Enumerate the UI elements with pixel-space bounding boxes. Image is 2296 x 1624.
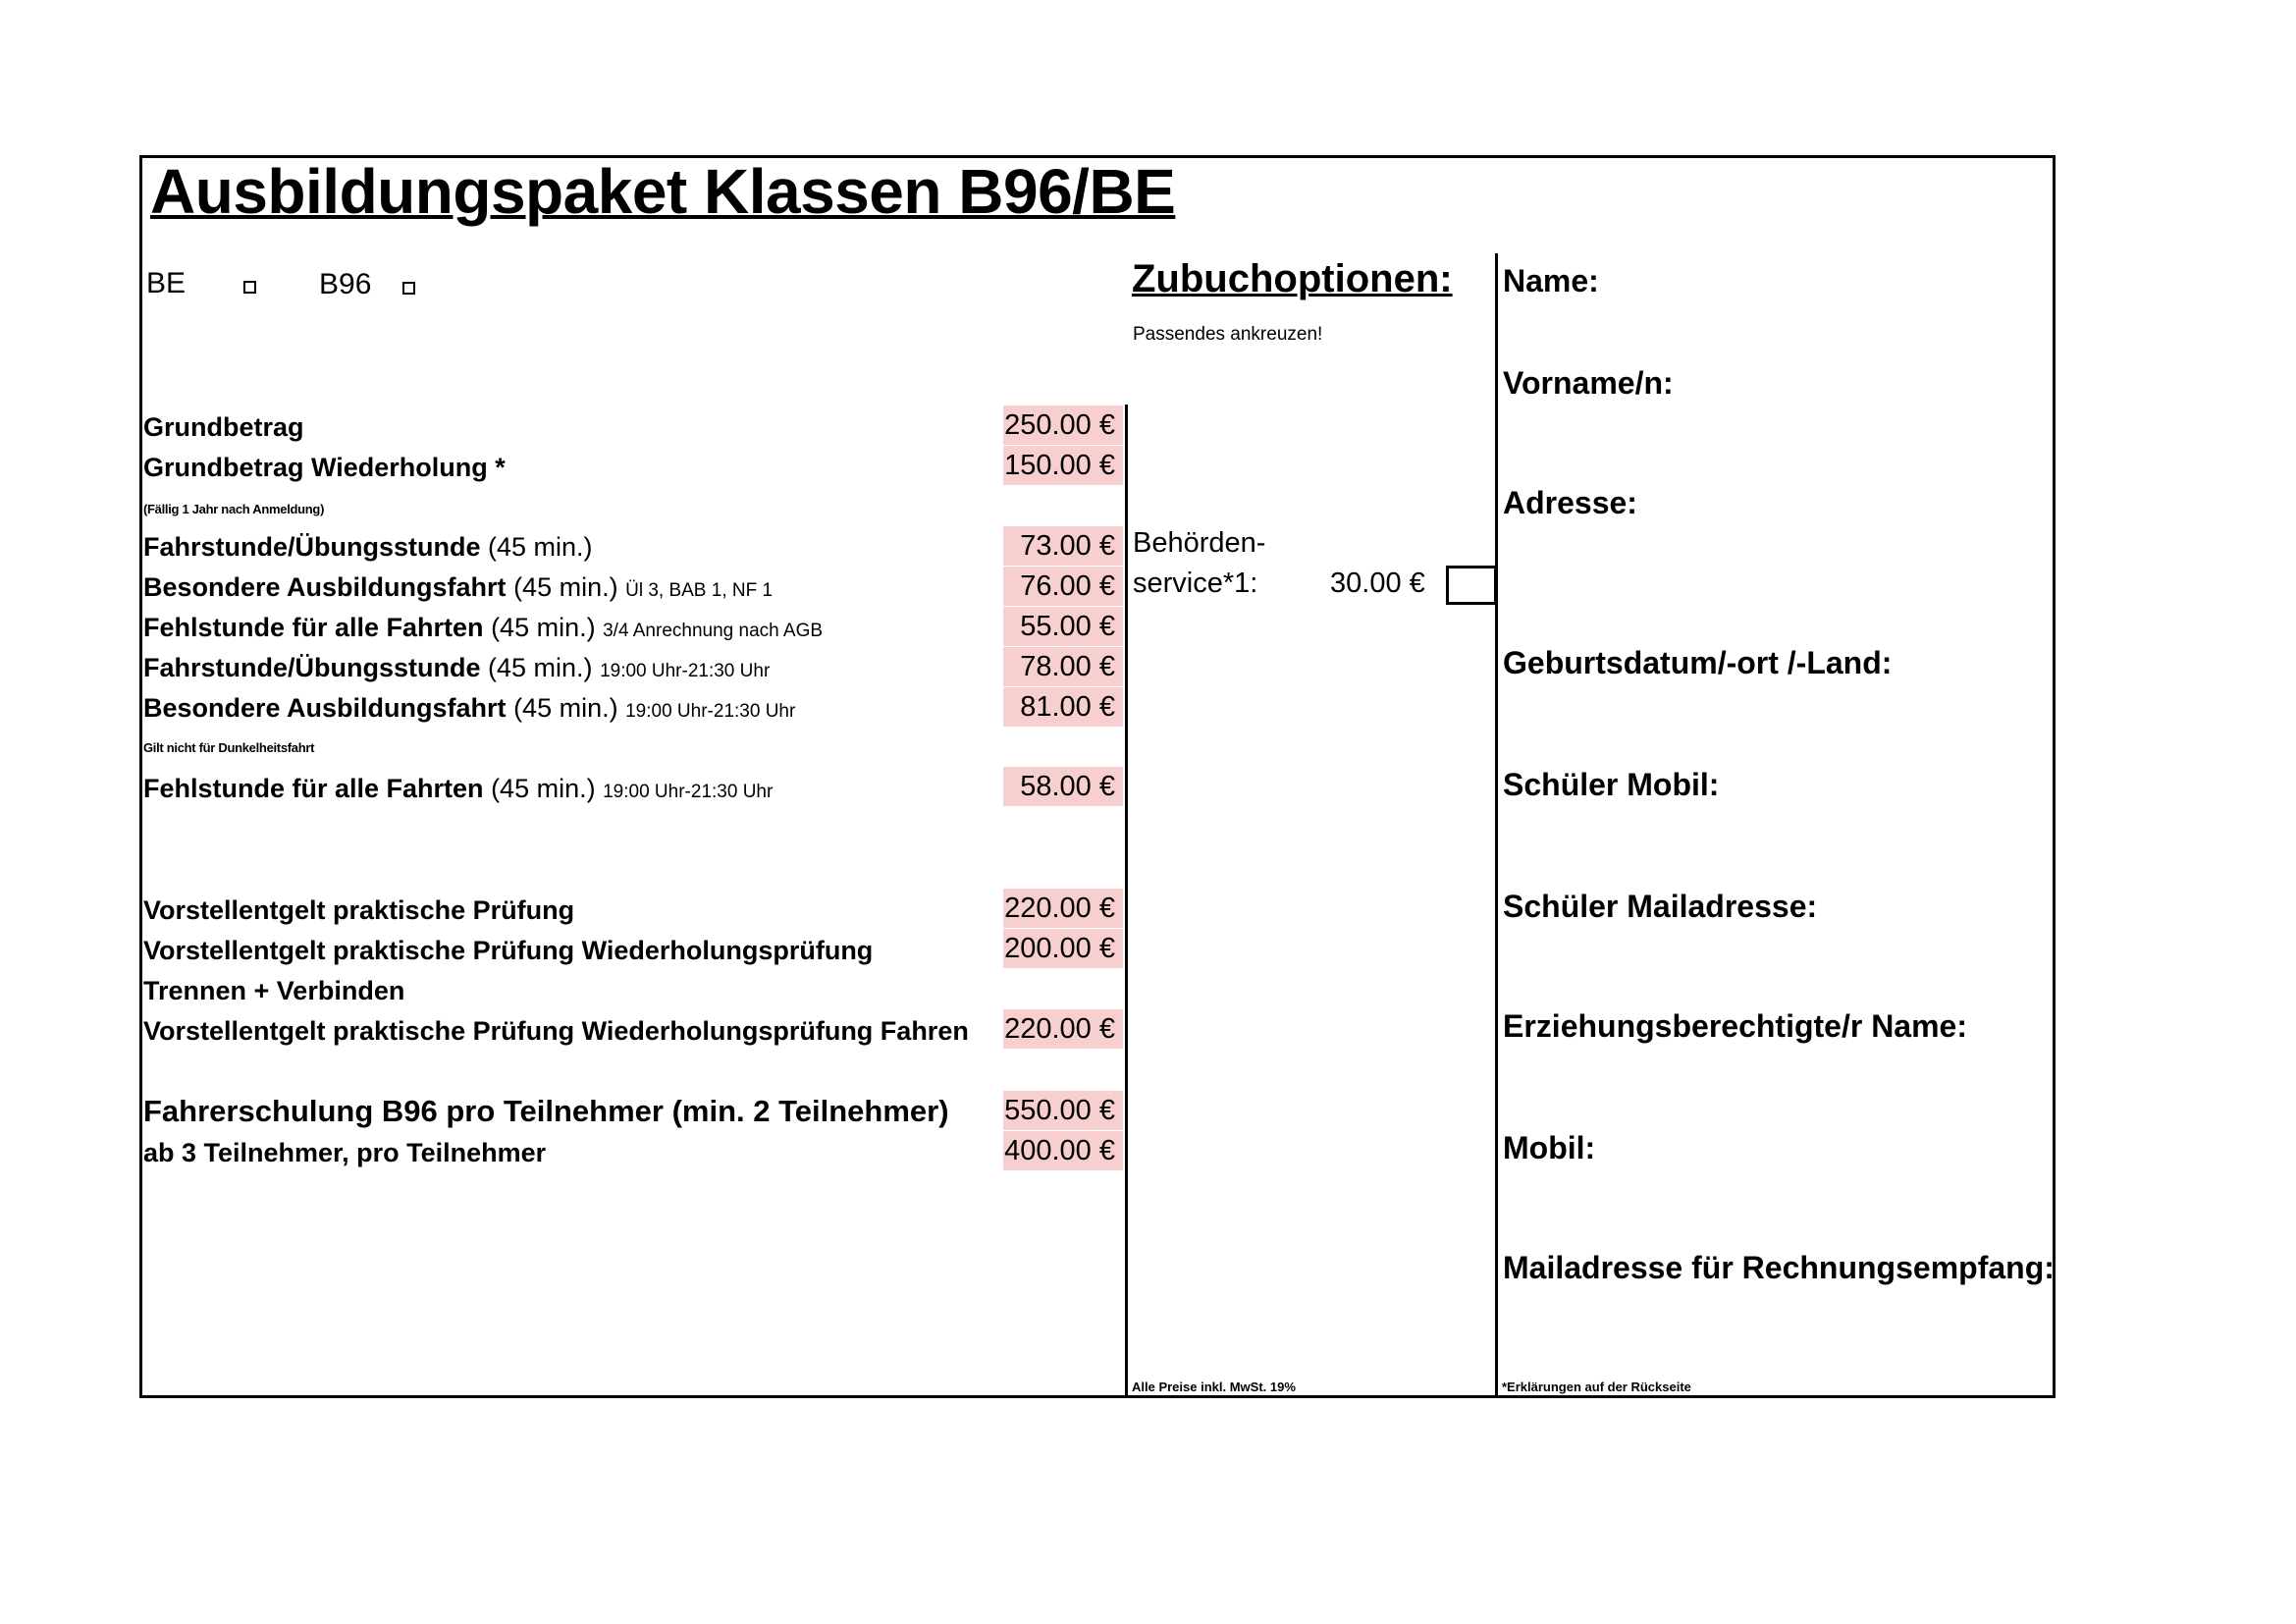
row-grundbetrag-wiederholung: Grundbetrag Wiederholung * [143, 453, 506, 482]
price-fehlstunde: 55.00 € [1003, 607, 1123, 646]
field-mobil: Mobil: [1503, 1130, 1596, 1165]
row-fahrstunde: Fahrstunde/Übungsstunde (45 min.) [143, 532, 593, 562]
field-schueler-mobil: Schüler Mobil: [1503, 767, 1720, 802]
divider-fields [1495, 253, 1498, 1398]
price-fahrstunde: 73.00 € [1003, 526, 1123, 566]
page-title: Ausbildungspaket Klassen B96/BE [150, 156, 1176, 227]
field-vorname: Vorname/n: [1503, 365, 1674, 401]
price-fehlstunde-abend: 58.00 € [1003, 767, 1123, 806]
price-grundbetrag-wiederholung: 150.00 € [1003, 446, 1123, 485]
field-adresse: Adresse: [1503, 485, 1637, 520]
service-label-line2: service*1: [1133, 568, 1258, 599]
row-besondere-ausbildungsfahrt: Besondere Ausbildungsfahrt (45 min.) Ül 3, BAB 1, NF 1 [143, 572, 774, 602]
note-faellig: (Fällig 1 Jahr nach Anmeldung) [143, 502, 325, 516]
row-fehlstunde-abend: Fehlstunde für alle Fahrten (45 min.) 19:00 Uhr-21:30 Uhr [143, 774, 774, 803]
zubuch-title: Zubuchoptionen: [1132, 257, 1453, 300]
option-b96-checkbox[interactable] [402, 282, 415, 295]
row-fahrerschulung: Fahrerschulung B96 pro Teilnehmer (min. 2 Teilnehmer) [143, 1094, 949, 1128]
option-b96-label: B96 [319, 268, 372, 300]
price-vorstellentgelt-wh: 200.00 € [1003, 929, 1123, 968]
row-vorstellentgelt-wh: Vorstellentgelt praktische Prüfung Wiederholungsprüfung [143, 936, 874, 965]
price-besondere-ausbildungsfahrt: 76.00 € [1003, 567, 1123, 606]
option-be-checkbox[interactable] [243, 281, 256, 294]
field-name: Name: [1503, 263, 1599, 298]
row-vorstellentgelt: Vorstellentgelt praktische Prüfung [143, 895, 575, 925]
row-ab-3-teilnehmer: ab 3 Teilnehmer, pro Teilnehmer [143, 1138, 547, 1167]
price-vorstellentgelt: 220.00 € [1003, 889, 1123, 928]
field-erziehungsberechtigte: Erziehungsberechtigte/r Name: [1503, 1008, 1967, 1044]
price-fahrstunde-abend: 78.00 € [1003, 647, 1123, 686]
footnote-erklaerungen: *Erklärungen auf der Rückseite [1502, 1380, 1691, 1394]
zubuch-subtitle: Passendes ankreuzen! [1133, 324, 1323, 345]
option-be-label: BE [146, 267, 187, 299]
service-checkbox[interactable] [1446, 566, 1497, 605]
service-label-line1: Behörden- [1133, 527, 1266, 559]
field-rechnungsmail: Mailadresse für Rechnungsempfang: [1503, 1250, 2055, 1285]
row-besondere-abend: Besondere Ausbildungsfahrt (45 min.) 19:00 Uhr-21:30 Uhr [143, 693, 796, 723]
price-vorstellentgelt-wh-fahren: 220.00 € [1003, 1009, 1123, 1049]
row-grundbetrag: Grundbetrag [143, 412, 304, 442]
row-trennen-verbinden: Trennen + Verbinden [143, 976, 405, 1005]
price-grundbetrag: 250.00 € [1003, 406, 1123, 445]
footnote-mwst: Alle Preise inkl. MwSt. 19% [1132, 1380, 1296, 1394]
field-geburtsdatum: Geburtsdatum/-ort /-Land: [1503, 645, 1893, 680]
row-fahrstunde-abend: Fahrstunde/Übungsstunde (45 min.) 19:00 Uhr-21:30 Uhr [143, 653, 771, 682]
divider-prices [1125, 405, 1128, 1398]
field-schueler-mail: Schüler Mailadresse: [1503, 889, 1818, 924]
note-dunkelheit: Gilt nicht für Dunkelheitsfahrt [143, 740, 315, 755]
row-vorstellentgelt-wh-fahren: Vorstellentgelt praktische Prüfung Wiederholungsprüfung Fahren [143, 1016, 969, 1046]
price-ab-3-teilnehmer: 400.00 € [1003, 1131, 1123, 1170]
row-fehlstunde: Fehlstunde für alle Fahrten (45 min.) 3/4 Anrechnung nach AGB [143, 613, 824, 642]
price-besondere-abend: 81.00 € [1003, 687, 1123, 727]
price-fahrerschulung: 550.00 € [1003, 1091, 1123, 1130]
service-price: 30.00 € [1330, 568, 1425, 599]
